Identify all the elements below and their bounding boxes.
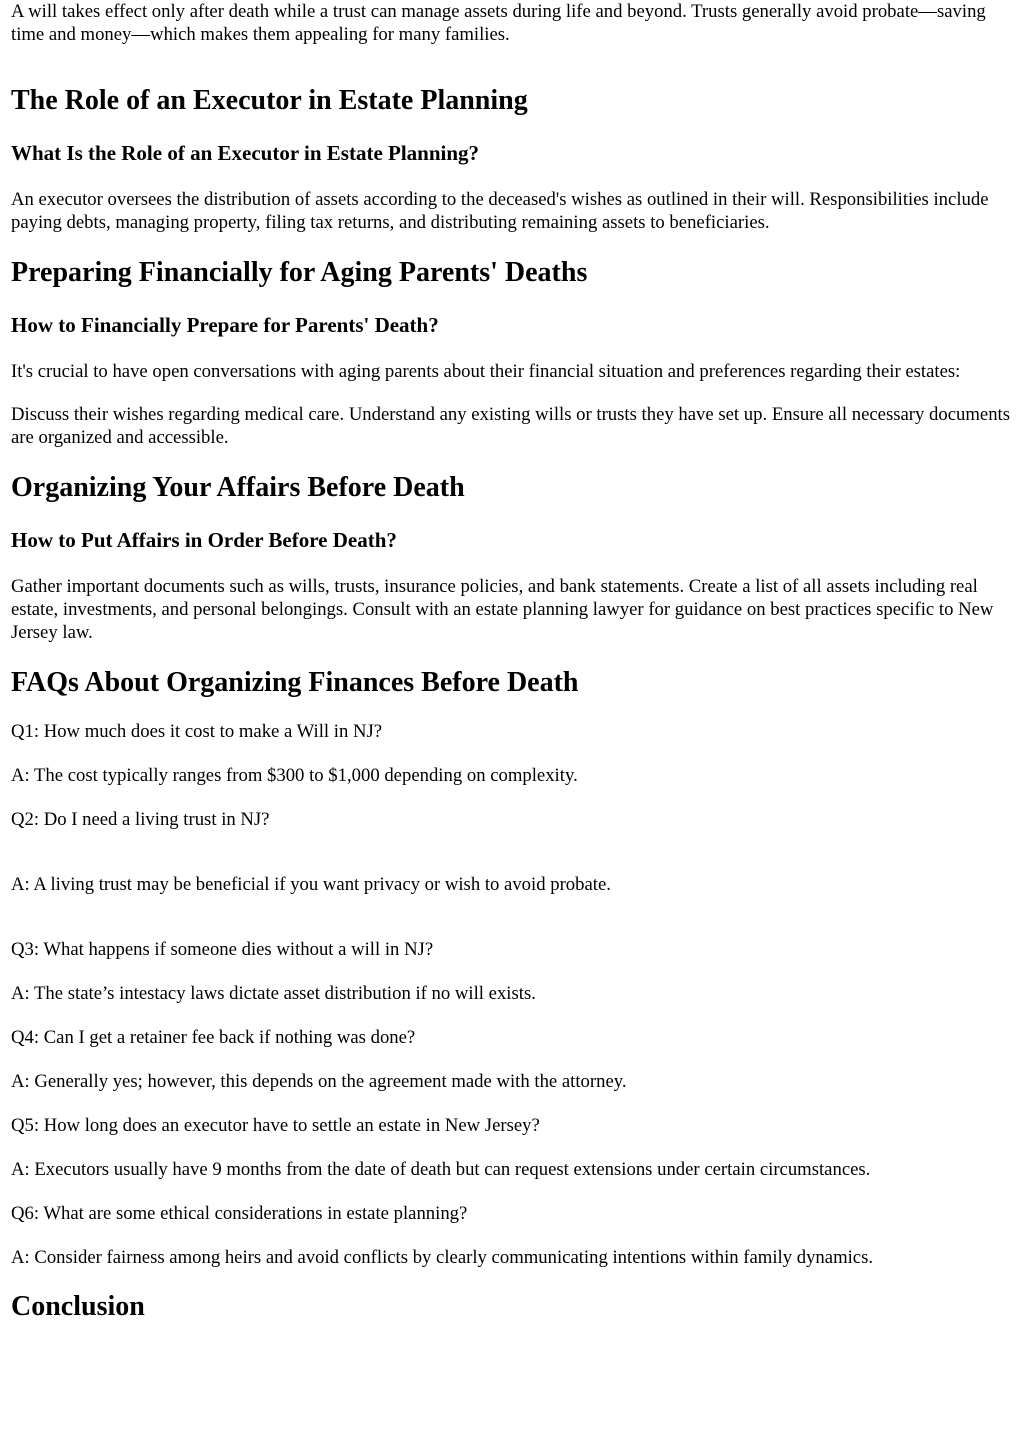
faq-question-1: Q1: How much does it cost to make a Will in NJ?: [11, 721, 383, 742]
faq-question-3: Q3: What happens if someone dies without a will in NJ?: [11, 939, 434, 960]
organizing-heading: Organizing Your Affairs Before Death: [11, 472, 465, 503]
faq-answer-5: A: Executors usually have 9 months from the date of death but can request extensions under certain circumstances.: [11, 1159, 871, 1180]
faq-answer-1: A: The cost typically ranges from $300 to $1,000 depending on complexity.: [11, 765, 578, 786]
organizing-paragraph: Gather important documents such as wills, trusts, insurance policies, and bank statements. Create a list of all assets including real estate, investments, and personal belongings. Consult with an estate planning lawyer for guidance on best practices specific to New Jersey law.: [11, 576, 994, 643]
faq-question-4: Q4: Can I get a retainer fee back if nothing was done?: [11, 1027, 416, 1048]
preparing-heading: Preparing Financially for Aging Parents' Deaths: [11, 257, 588, 288]
organizing-subheading: How to Put Affairs in Order Before Death?: [11, 528, 397, 552]
faq-answer-3: A: The state’s intestacy laws dictate asset distribution if no will exists.: [11, 983, 536, 1004]
executor-paragraph: An executor oversees the distribution of assets according to the deceased's wishes as outlined in their will. Responsibilities include paying debts, managing property, filing tax returns, and distributing remaining assets to beneficiaries.: [11, 189, 989, 233]
faq-answer-4: A: Generally yes; however, this depends on the agreement made with the attorney.: [11, 1071, 627, 1092]
faq-list: [11, 720, 1013, 1269]
executor-subheading: What Is the Role of an Executor in Estate Planning?: [11, 141, 480, 165]
faq-question-2: Q2: Do I need a living trust in NJ?: [11, 809, 270, 830]
preparing-subheading: How to Financially Prepare for Parents' Death?: [11, 313, 439, 337]
faq-question-5: Q5: How long does an executor have to settle an estate in New Jersey?: [11, 1115, 540, 1136]
faq-question-6: Q6: What are some ethical considerations in estate planning?: [11, 1203, 468, 1224]
preparing-paragraph-1: It's crucial to have open conversations with aging parents about their financial situation and preferences regarding their estates:: [11, 361, 961, 382]
preparing-paragraph-2: Discuss their wishes regarding medical care. Understand any existing wills or trusts they have set up. Ensure all necessary documents are organized and accessible.: [11, 404, 1010, 448]
conclusion-heading: Conclusion: [11, 1291, 145, 1322]
faq-answer-2: A: A living trust may be beneficial if you want privacy or wish to avoid probate.: [11, 874, 611, 895]
intro-paragraph: A will takes effect only after death while a trust can manage assets during life and beyond. Trusts generally avoid probate—saving time and money—which makes them appealing for many families.: [11, 1, 986, 45]
executor-heading: The Role of an Executor in Estate Planning: [11, 85, 528, 116]
faq-heading: FAQs About Organizing Finances Before Death: [11, 667, 579, 698]
faq-answer-6: A: Consider fairness among heirs and avoid conflicts by clearly communicating intentions within family dynamics.: [11, 1247, 874, 1268]
